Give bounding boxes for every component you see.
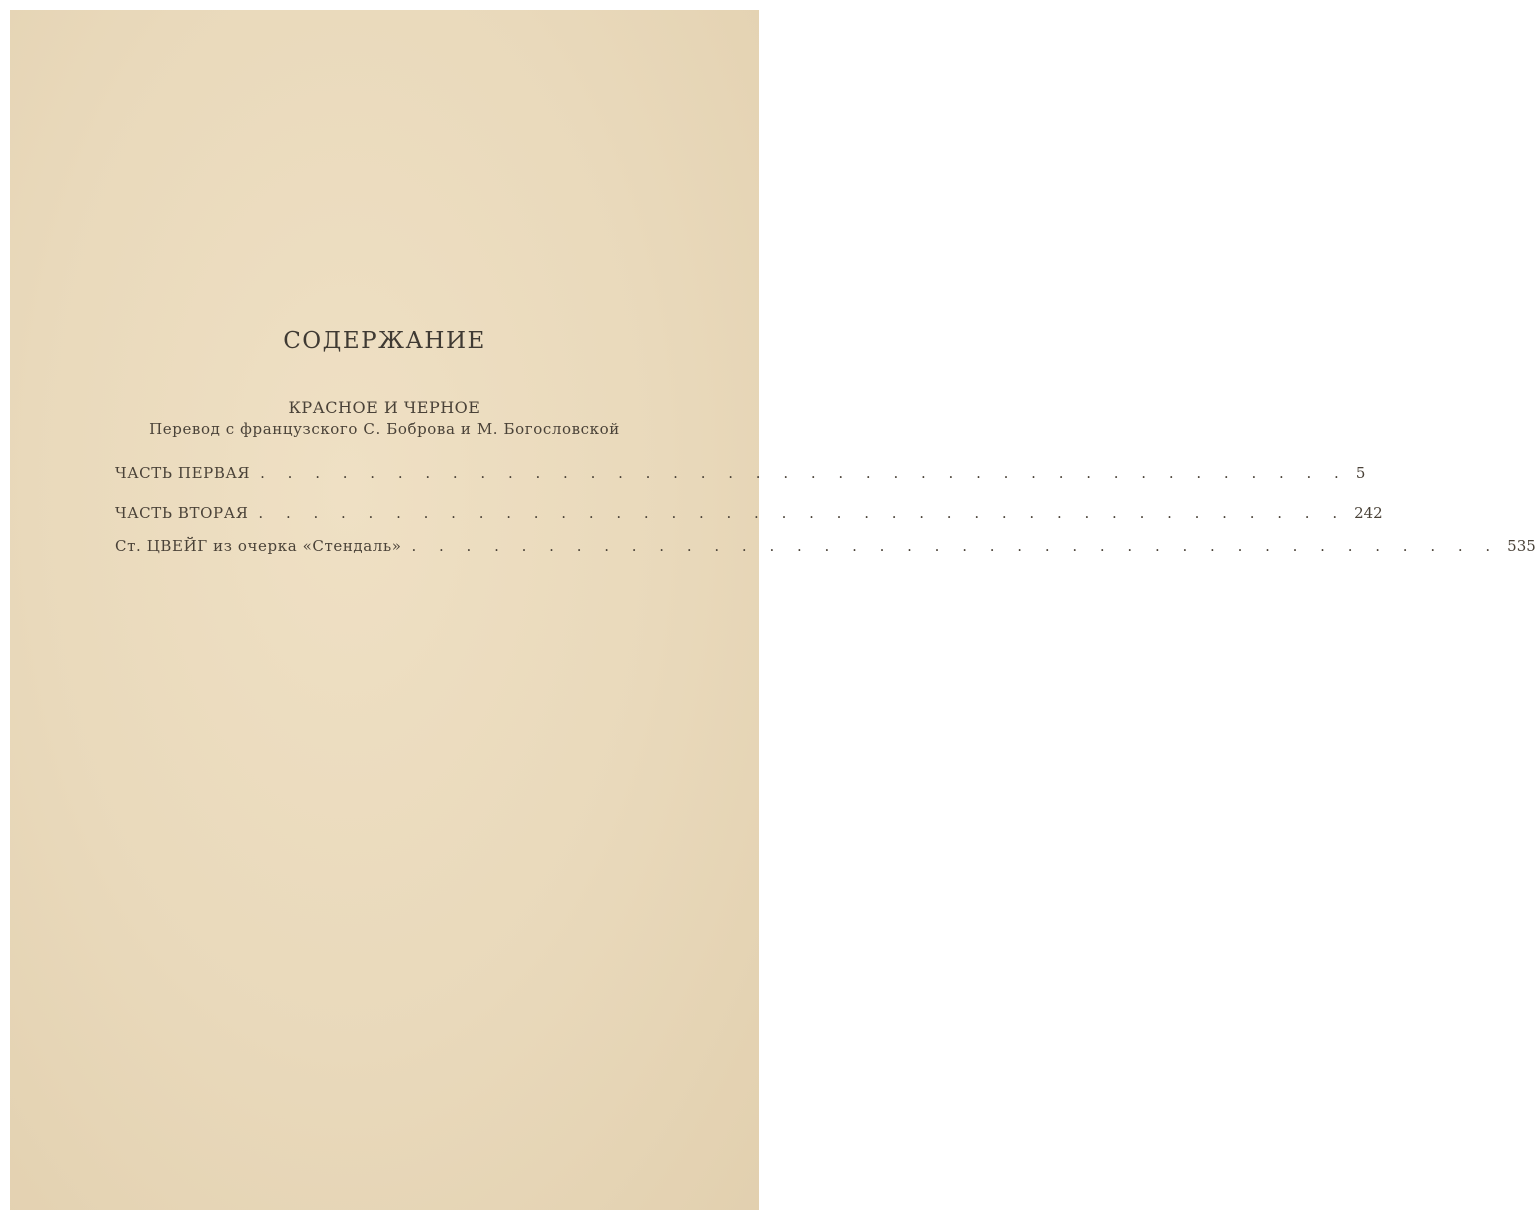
work-title: КРАСНОЕ И ЧЕРНОЕ (288, 398, 481, 417)
toc-entry-page: 5 (1355, 464, 1366, 482)
toc-leader-dots: . . . . . . . . . . . . . . . . . . . . . . . . . . . . . . . . . . . . . . . . (260, 464, 1348, 482)
toc-leader-dots: . . . . . . . . . . . . . . . . . . . . . . . . . . . . . . . . . . . . . . . . (258, 504, 1347, 522)
book-page (10, 10, 1536, 1210)
toc-entry-label: Ст. ЦВЕЙГ из очерка «Стендаль» (115, 537, 402, 555)
toc-leader-dots: . . . . . . . . . . . . . . . . . . . . . . . . . . . . . . . . . . . . . . . . (411, 537, 1500, 555)
toc-entry-page: 535 (1507, 537, 1536, 555)
toc-entry-zweig-essay (115, 537, 1536, 559)
contents-heading: СОДЕРЖАНИЕ (283, 328, 486, 354)
toc-entry-label: ЧАСТЬ ПЕРВАЯ (115, 464, 251, 482)
translation-note: Перевод с французского С. Боброва и М. Богословской (149, 420, 620, 438)
toc-entry-page: 242 (1354, 504, 1383, 522)
toc-entry-label: ЧАСТЬ ВТОРАЯ (115, 504, 249, 522)
toc-entry-part-one (115, 464, 1366, 486)
toc-entry-part-two (115, 504, 1383, 526)
